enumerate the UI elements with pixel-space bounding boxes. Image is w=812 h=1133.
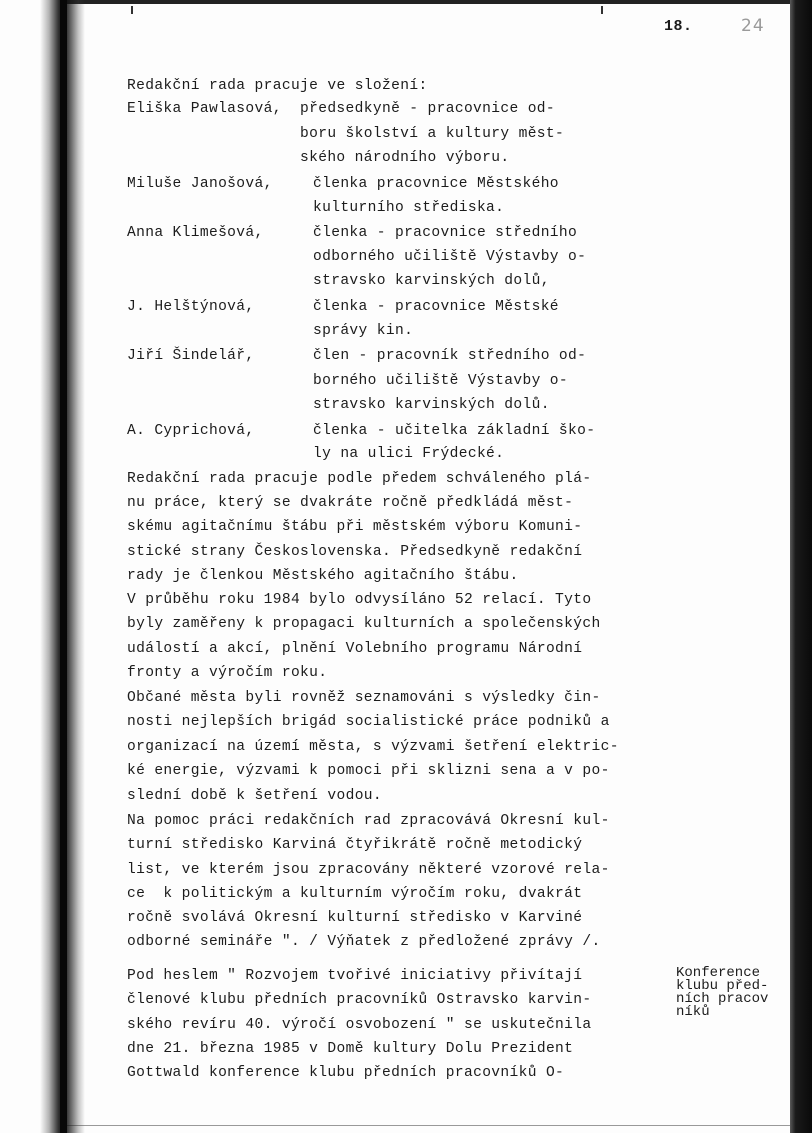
paragraph-line: stické strany Československa. Předsedkyně redakční <box>127 544 583 560</box>
member-description-line: předsedkyně - pracovnice od- <box>300 101 556 117</box>
member-description-line: stravsko karvinských dolů. <box>313 397 550 413</box>
paragraph-line: členové klubu předních pracovníků Ostravsko karvin- <box>127 992 592 1008</box>
paragraph-line: ce k politickým a kulturním výročím roku, dvakrát <box>127 886 583 902</box>
paragraph-line: organizací na území města, s výzvami šetření elektric- <box>127 739 619 755</box>
member-name: Eliška Pawlasová, <box>127 101 282 117</box>
page-number: 18. <box>664 18 693 35</box>
member-description-line: odborného učiliště Výstavby o- <box>313 249 587 265</box>
page-bottom-edge <box>60 1125 800 1126</box>
margin-note-line: Konference <box>676 965 761 981</box>
margin-note-line: klubu před- <box>676 978 769 994</box>
paragraph-line: fronty a výročím roku. <box>127 665 328 681</box>
member-description-line: správy kin. <box>313 323 414 339</box>
paragraph-line: byly zaměřeny k propagaci kulturních a společenských <box>127 616 601 632</box>
paragraph-line: ké energie, výzvami k pomoci při sklizni sena a v po- <box>127 763 610 779</box>
paragraph-line: list, ve kterém jsou zpracovány některé vzorové rela- <box>127 862 610 878</box>
paragraph-line: událostí a akcí, plnění Volebního programu Národní <box>127 641 583 657</box>
punch-mark <box>601 6 603 14</box>
paragraph-line: Na pomoc práci redakčních rad zpracovává Okresní kul- <box>127 813 610 829</box>
paragraph-line: skému agitačnímu štábu při městském výboru Komuni- <box>127 519 583 535</box>
member-name: Jiří Šindelář, <box>127 348 255 364</box>
paragraph-line: nu práce, který se dvakráte ročně předkládá měst- <box>127 495 574 511</box>
right-scan-edge <box>790 0 812 1133</box>
margin-note-line: ních pracov <box>676 991 769 1007</box>
paragraph-line: Pod heslem " Rozvojem tvořivé iniciativy přivítají <box>127 968 583 984</box>
member-description-line: člen - pracovník středního od- <box>313 348 587 364</box>
paragraph-line: Gottwald konference klubu předních pracovníků O- <box>127 1065 565 1081</box>
paragraph-line: dne 21. března 1985 v Domě kultury Dolu Prezident <box>127 1041 574 1057</box>
member-description-line: členka pracovnice Městského <box>313 176 559 192</box>
member-description-line: boru školství a kultury měst- <box>300 126 565 142</box>
binding-line <box>60 0 67 1133</box>
member-description-line: kulturního střediska. <box>313 200 505 216</box>
paragraph-line: Redakční rada pracuje podle předem schváleného plá- <box>127 471 592 487</box>
member-name: J. Helštýnová, <box>127 299 255 315</box>
paragraph-line: ročně svolává Okresní kulturní středisko v Karviné <box>127 910 583 926</box>
handwritten-page-number: 24 <box>741 16 765 36</box>
paragraph-line: ského revíru 40. výročí osvobození " se uskutečnila <box>127 1017 592 1033</box>
member-description-line: ského národního výboru. <box>300 150 510 166</box>
paragraph-line: nosti nejlepších brigád socialistické práce podniků a <box>127 714 610 730</box>
paragraph-line: odborné semináře ". / Výňatek z předložené zprávy /. <box>127 934 601 950</box>
paragraph-line: V průběhu roku 1984 bylo odvysíláno 52 relací. Tyto <box>127 592 592 608</box>
punch-mark <box>131 6 133 14</box>
paragraph-line: slední době k šetření vodou. <box>127 788 383 804</box>
section-heading: Redakční rada pracuje ve složení: <box>127 78 428 94</box>
member-description-line: ly na ulici Frýdecké. <box>313 446 505 462</box>
page-top-edge <box>60 0 800 4</box>
member-name: A. Cyprichová, <box>127 423 255 439</box>
member-name: Miluše Janošová, <box>127 176 273 192</box>
margin-note-line: níků <box>676 1004 710 1020</box>
paragraph-line: turní středisko Karviná čtyřikrátě ročně metodický <box>127 837 583 853</box>
member-description-line: členka - pracovnice Městské <box>313 299 559 315</box>
paragraph-line: rady je členkou Městského agitačního štábu. <box>127 568 519 584</box>
member-description-line: stravsko karvinských dolů, <box>313 273 550 289</box>
member-description-line: členka - pracovnice středního <box>313 225 578 241</box>
member-description-line: borného učiliště Výstavby o- <box>313 373 569 389</box>
member-description-line: členka - učitelka základní ško- <box>313 423 596 439</box>
member-name: Anna Klimešová, <box>127 225 264 241</box>
paragraph-line: Občané města byli rovněž seznamováni s výsledky čin- <box>127 690 601 706</box>
margin-note <box>676 967 768 1019</box>
